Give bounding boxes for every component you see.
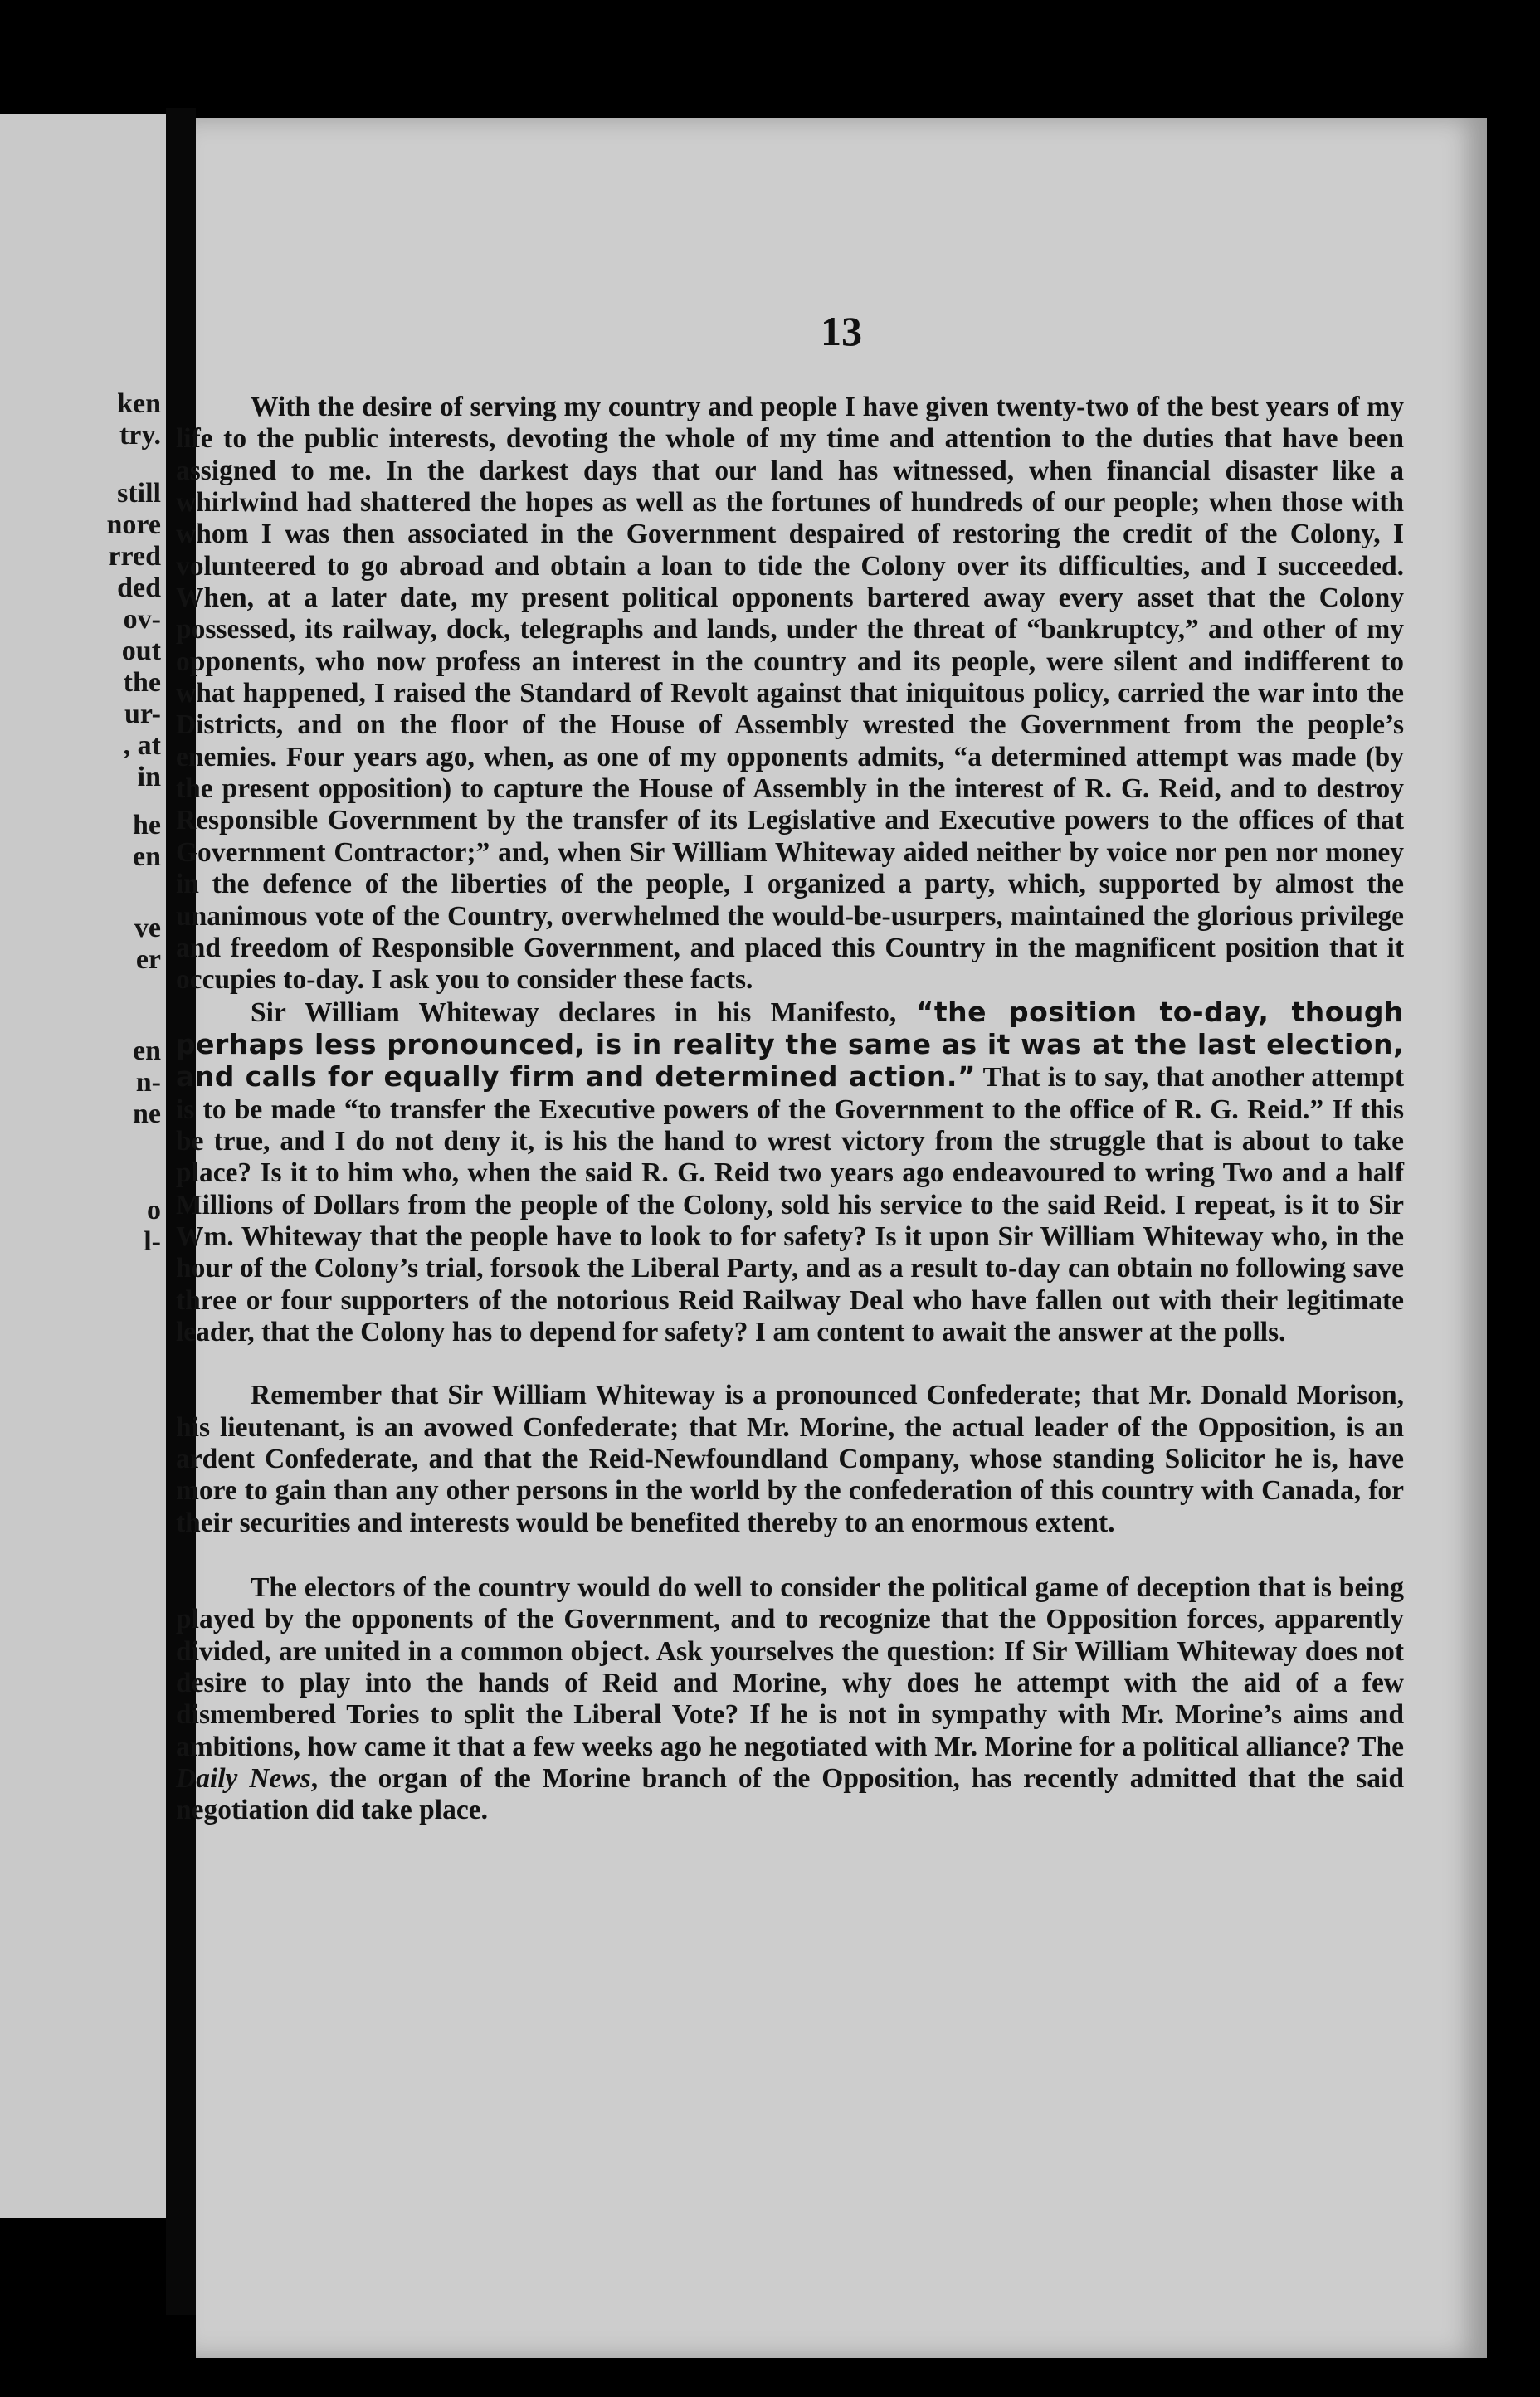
paragraph: Remember that Sir William Whiteway is a pronounced Confederate; that Mr. Donald Morison, his lieutenant, is an avowed Confederate; that Mr. Morine, the actual leader of the Opposition, is an ardent Confederate, and that the Reid-Newfoundland Company, whose standing Solicitor he is, have more to gain than any other persons in the world by the confederation of this country with Canada, for their securities and interests would be benefited thereby to an enormous extent. bbox=[176, 1380, 1404, 1538]
fragment: n- bbox=[135, 1067, 161, 1098]
fragment: en bbox=[133, 1035, 161, 1066]
fragment: ur- bbox=[124, 699, 161, 729]
paragraph-text: That is to say, that another attempt is to be made “to transfer the Executive powers of the Government to the office of R. G. Reid.” If this be true, and I do not deny it, is his the hand to wrest victory from the struggle that is about to take place? Is it to him who, when the said R. G. Reid two years ago endeavoured to wring Two and a half Millions of Dollars from the people of the Colony, sold his service to the said Reid. I repeat, is it to Sir Wm. Whiteway that the people have to look to for safety? Is it upon Sir William Whiteway who, in the hour of the Colony’s trial, forsook the Liberal Party, and as a result to-day can obtain no following save three or four supporters of the notorious Reid Railway Deal who have fallen out with their legitimate leader, that the Colony has to depend for safety? I am content to await the answer at the polls. bbox=[176, 1062, 1404, 1347]
paragraph-text: , the organ of the Morine branch of the Opposition, has recently admitted that the said negotiation did take place. bbox=[176, 1763, 1404, 1826]
body-text bbox=[176, 392, 1404, 1827]
newspaper-name: Daily News bbox=[176, 1763, 311, 1795]
page bbox=[176, 118, 1487, 2358]
fragment: he bbox=[133, 810, 161, 840]
paragraph bbox=[176, 996, 1404, 1349]
fragment: try. bbox=[119, 420, 161, 451]
paragraph: With the desire of serving my country and people I have given twenty-two of the best years of my life to the public interests, devoting the whole of my time and attention to the duties that have been assigned to me. In the darkest days that our land has witnessed, when financial disaster like a whirlwind had shattered the hopes as well as the fortunes of hundreds of our people; when those with whom I was then associated in the Government despaired of restoring the credit of the Colony, I volunteered to go abroad and obtain a loan to tide the Colony over its difficulties, and I succeeded. When, at a later date, my present political opponents bartered away every asset that the Colony possessed, its railway, dock, telegraphs and lands, under the threat of “bankruptcy,” and other of my opponents, who now profess an interest in the country and its people, were silent and indifferent to what happened, I raised the Standard of Revolt against that iniquitous policy, carried the war into the Districts, and on the floor of the House of Assembly wrested the Government from the people’s enemies. Four years ago, when, as one of my opponents admits, “a determined attempt was made (by the present opposition) to capture the House of Assembly in the interest of R. G. Reid, and to destroy Responsible Government by the transfer of its Legislative and Executive powers to the offices of that Government Contractor;” and, when Sir William Whiteway aided neither by voice nor pen nor money in the defence of the liberties of the people, I organized a party, which, supported by almost the unanimous vote of the Country, overwhelmed the would-be-usurpers, maintained the glorious privilege and freedom of Responsible Government, and placed this Country in the magnificent position that it occupies to-day. I ask you to consider these facts. bbox=[176, 392, 1404, 996]
fragment: ov- bbox=[123, 604, 161, 635]
page-number: 13 bbox=[821, 308, 862, 354]
fragment: rred bbox=[108, 541, 161, 572]
fragment: ne bbox=[133, 1099, 161, 1129]
fragment: er bbox=[135, 944, 161, 975]
fragment: ded bbox=[117, 572, 161, 603]
fragment: in bbox=[137, 762, 161, 792]
paragraph-text: The electors of the country would do well to consider the political game of deception that is being played by the opponents of the Government, and to recognize that the Opposition forces, apparently divided, are united in a common object. Ask yourselves the question: If Sir William Whiteway does not desire to play into the hands of Reid and Morine, why does he attempt with the aid of a few dismembered Tories to split the Liberal Vote? If he is not in sympathy with Mr. Morine’s aims and ambitions, how came it that a few weeks ago he negotiated with Mr. Morine for a political alliance? The bbox=[176, 1572, 1404, 1762]
fragment: o bbox=[147, 1195, 161, 1225]
fragment: the bbox=[123, 667, 161, 698]
fragment: en bbox=[133, 841, 161, 872]
paragraph-text: Sir William Whiteway declares in his Manifesto, bbox=[251, 996, 916, 1028]
fragment: ken bbox=[117, 388, 161, 419]
paragraph bbox=[176, 1572, 1404, 1827]
fragment: nore bbox=[106, 509, 161, 540]
manifesto-quote: “the position to-day, though perhaps less pronounced, is in reality the same as it was at the last election, and calls for equally firm and determined action.” bbox=[176, 995, 1405, 1094]
fragment: l- bbox=[144, 1226, 161, 1257]
fragment: out bbox=[121, 636, 161, 666]
fragment: still bbox=[117, 478, 161, 509]
facing-page-edge bbox=[0, 114, 166, 2218]
fragment: ve bbox=[134, 913, 161, 943]
fragment: , at bbox=[123, 730, 161, 761]
